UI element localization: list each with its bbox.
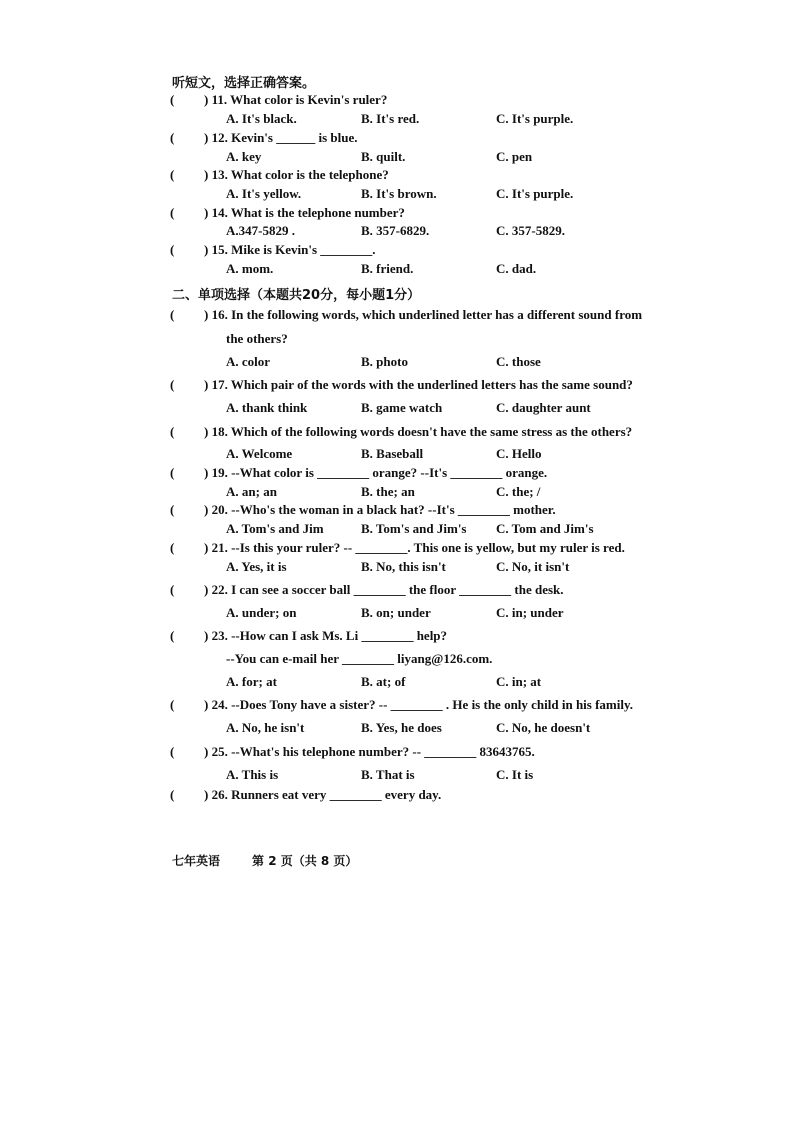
option-b: B. game watch <box>361 400 443 415</box>
page-footer <box>172 852 357 869</box>
option-a: A. This is <box>226 767 279 782</box>
question-17 <box>170 377 633 393</box>
answer-blank: ( <box>170 205 175 220</box>
question-22 <box>170 582 564 598</box>
option-b: B. the; an <box>361 484 415 499</box>
answer-blank: ( <box>170 167 175 182</box>
option-a: A. mom. <box>226 261 274 276</box>
question-11 <box>170 92 387 108</box>
option-b: B. Tom's and Jim's <box>361 521 467 536</box>
option-a: A. Tom's and Jim <box>226 521 324 536</box>
answer-blank: ( <box>170 787 175 802</box>
question-stem: ) 25. --What's his telephone number? -- ________ 83643765. <box>204 744 535 759</box>
option-b: B. Yes, he does <box>361 720 442 735</box>
question-25 <box>170 744 535 760</box>
option-c: C. in; under <box>496 605 564 620</box>
section-title-listening: 听短文，选择正确答案。 <box>172 76 316 91</box>
answer-blank: ( <box>170 424 175 439</box>
option-b: B. quilt. <box>361 149 406 164</box>
option-a: A. Yes, it is <box>226 559 287 574</box>
question-26 <box>170 787 441 803</box>
question-stem: ) 13. What color is the telephone? <box>204 167 389 182</box>
option-b: B. at; of <box>361 674 406 689</box>
question-stem: ) 22. I can see a soccer ball ________ the floor ________ the desk. <box>204 582 564 597</box>
question-20 <box>170 502 556 518</box>
question-stem: ) 23. --How can I ask Ms. Li ________ help? <box>204 628 448 643</box>
option-b: B. friend. <box>361 261 414 276</box>
question-16 <box>170 307 642 323</box>
option-a: A. under; on <box>226 605 297 620</box>
question-14 <box>170 205 405 221</box>
answer-blank: ( <box>170 130 175 145</box>
question-stem: ) 21. --Is this your ruler? -- ________. This one is yellow, but my ruler is red. <box>204 540 625 555</box>
question-19 <box>170 465 547 481</box>
footer-subject: 七年英语 <box>172 854 221 868</box>
answer-blank: ( <box>170 697 175 712</box>
question-16-continued: the others? <box>226 331 288 346</box>
option-b: B. It's red. <box>361 111 420 126</box>
option-c: C. It's purple. <box>496 111 574 126</box>
option-b: B. It's brown. <box>361 186 437 201</box>
option-c: C. the; / <box>496 484 541 499</box>
question-18 <box>170 424 632 440</box>
question-stem: ) 16. In the following words, which underlined letter has a different sound from <box>204 307 643 322</box>
footer-page-number: 第 2 页（共 8 页） <box>252 854 358 868</box>
answer-blank: ( <box>170 582 175 597</box>
option-c: C. It is <box>496 767 534 782</box>
option-a: A. color <box>226 354 271 369</box>
question-stem: ) 15. Mike is Kevin's ________. <box>204 242 376 257</box>
option-a: A. an; an <box>226 484 277 499</box>
option-c: C. 357-5829. <box>496 223 565 238</box>
question-24 <box>170 697 633 713</box>
answer-blank: ( <box>170 465 175 480</box>
answer-blank: ( <box>170 307 175 322</box>
option-c: C. It's purple. <box>496 186 574 201</box>
option-c: C. those <box>496 354 541 369</box>
option-b: B. photo <box>361 354 408 369</box>
question-21 <box>170 540 625 556</box>
question-stem: ) 11. What color is Kevin's ruler? <box>204 92 388 107</box>
option-a: A. key <box>226 149 262 164</box>
option-a: A. No, he isn't <box>226 720 305 735</box>
question-stem: ) 24. --Does Tony have a sister? -- ________ . He is the only child in his family. <box>204 697 634 712</box>
option-c: C. Tom and Jim's <box>496 521 594 536</box>
option-c: C. No, he doesn't <box>496 720 591 735</box>
question-stem: ) 14. What is the telephone number? <box>204 205 405 220</box>
question-stem: ) 19. --What color is ________ orange? --It's ________ orange. <box>204 465 548 480</box>
answer-blank: ( <box>170 242 175 257</box>
answer-blank: ( <box>170 377 175 392</box>
answer-blank: ( <box>170 540 175 555</box>
option-a: A. for; at <box>226 674 277 689</box>
option-c: C. dad. <box>496 261 537 276</box>
answer-blank: ( <box>170 502 175 517</box>
question-stem: ) 18. Which of the following words doesn't have the same stress as the others? <box>204 424 633 439</box>
section-title-single-choice: 二、单项选择（本题共20分，每小题1分） <box>172 288 421 303</box>
question-15 <box>170 242 376 258</box>
answer-blank: ( <box>170 628 175 643</box>
option-b: B. Baseball <box>361 446 424 461</box>
option-c: C. daughter aunt <box>496 400 591 415</box>
option-c: C. pen <box>496 149 533 164</box>
question-12 <box>170 130 358 146</box>
question-23 <box>170 628 447 644</box>
question-stem: ) 12. Kevin's ______ is blue. <box>204 130 358 145</box>
option-a: A. thank think <box>226 400 308 415</box>
option-b: B. 357-6829. <box>361 223 430 238</box>
answer-blank: ( <box>170 92 175 107</box>
question-stem: ) 17. Which pair of the words with the underlined letters has the same sound? <box>204 377 633 392</box>
option-b: B. on; under <box>361 605 431 620</box>
option-b: B. That is <box>361 767 415 782</box>
option-a: A. It's yellow. <box>226 186 302 201</box>
option-b: B. No, this isn't <box>361 559 446 574</box>
question-23-continued: --You can e-mail her ________ liyang@126.com. <box>226 651 493 666</box>
option-a: A. It's black. <box>226 111 297 126</box>
option-a: A. Welcome <box>226 446 293 461</box>
option-c: C. Hello <box>496 446 542 461</box>
option-c: C. No, it isn't <box>496 559 570 574</box>
question-stem: ) 26. Runners eat very ________ every day. <box>204 787 442 802</box>
option-a: A.347-5829 . <box>226 223 295 238</box>
option-c: C. in; at <box>496 674 542 689</box>
question-stem: ) 20. --Who's the woman in a black hat? --It's ________ mother. <box>204 502 556 517</box>
question-13 <box>170 167 389 183</box>
answer-blank: ( <box>170 744 175 759</box>
